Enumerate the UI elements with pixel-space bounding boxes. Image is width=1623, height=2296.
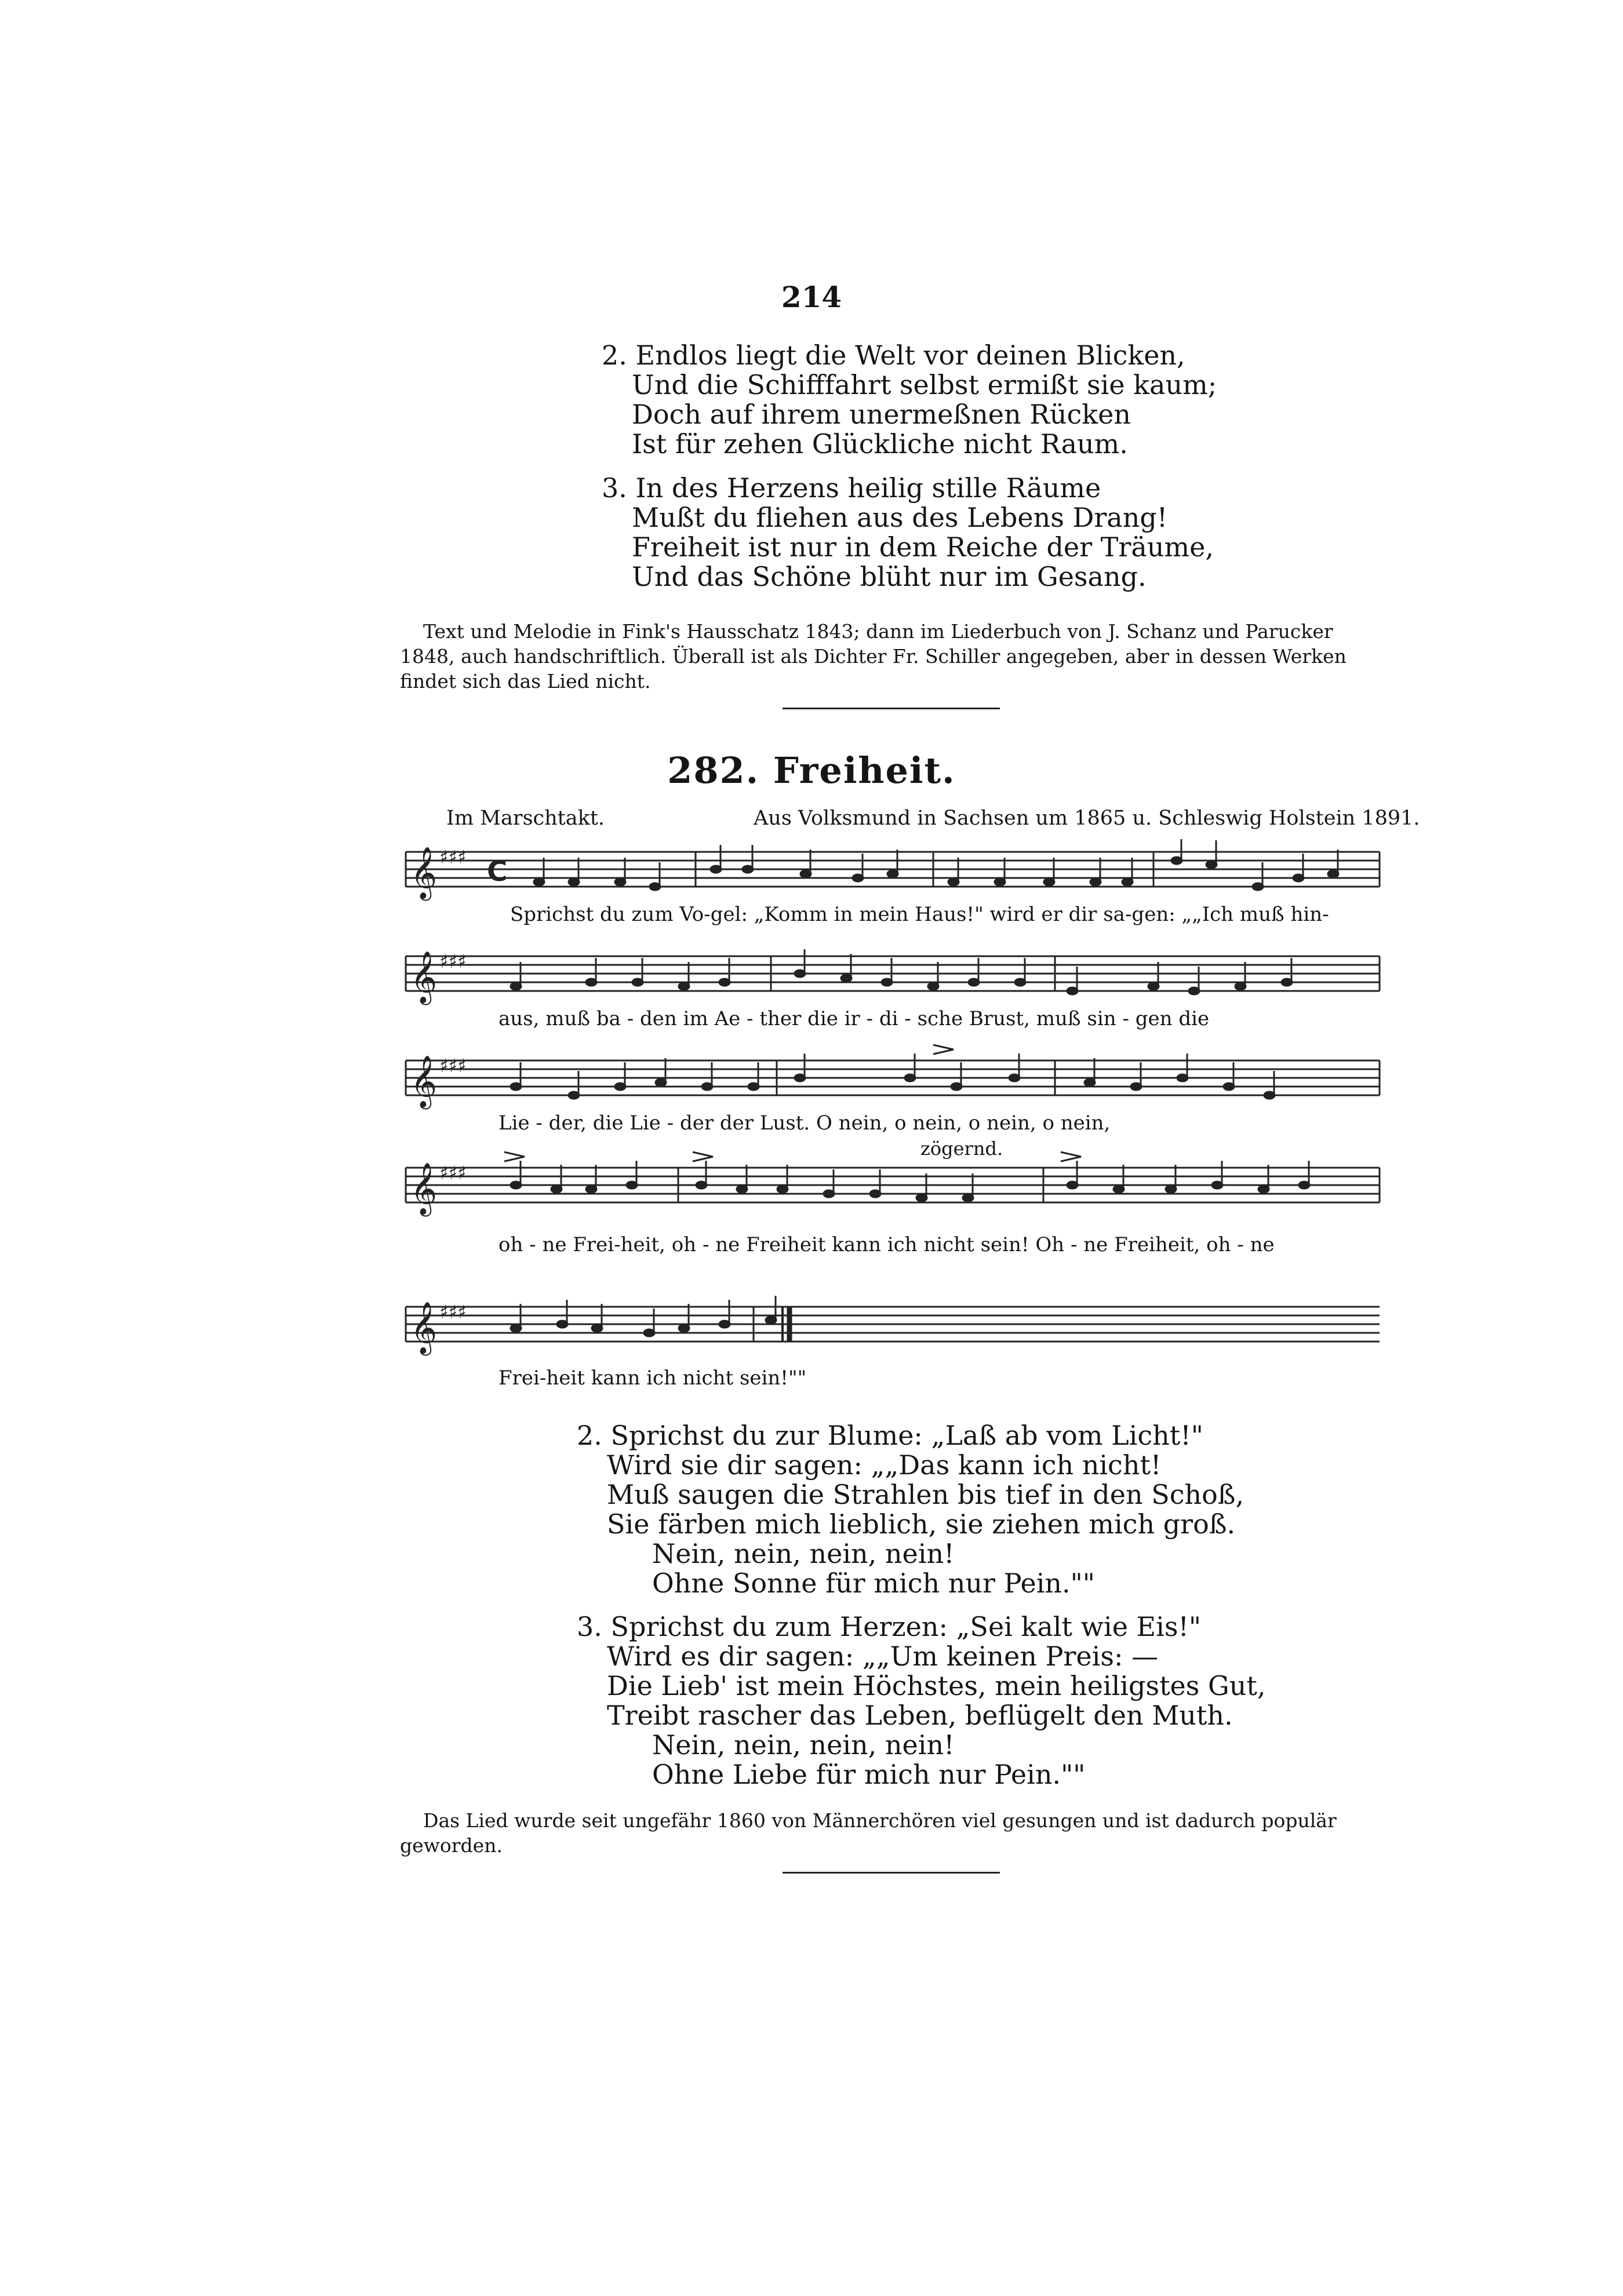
tempo-annotation: zögernd.	[920, 1138, 1003, 1160]
verse-line: 2. Sprichst du zur Blume: „Laß ab vom Licht!"	[577, 1420, 1203, 1451]
verse-line: Und das Schöne blüht nur im Gesang.	[632, 561, 1147, 592]
verse-line: Nein, nein, nein, nein!	[652, 1729, 955, 1761]
key-signature-icon: ♯♯♯	[439, 1162, 467, 1184]
note-line: 1848, auch handschriftlich. Überall ist als Dichter Fr. Schiller angegeben, aber in dessen Werken	[400, 645, 1347, 668]
verse-line: Muß saugen die Strahlen bis tief in den Schoß,	[607, 1479, 1244, 1510]
source-note-top	[400, 619, 1380, 694]
verse-line: 2. Endlos liegt die Welt vor deinen Blicken,	[602, 340, 1185, 371]
treble-clef-icon: 𝄞	[410, 1055, 438, 1107]
key-signature-icon: ♯♯♯	[439, 950, 467, 972]
lyrics-system-1: Sprichst du zum Vo-gel: „Komm in mein Haus!" wird er dir sa-gen: „„Ich muß hin-	[510, 903, 1329, 926]
staff-system-1	[406, 852, 1380, 887]
verse-block-bottom-2	[577, 1421, 1244, 1598]
lyrics-system-4: oh - ne Frei-heit, oh - ne Freiheit kann ich nicht sein! Oh - ne Freiheit, oh - ne	[498, 1233, 1275, 1256]
verse-line: Treibt rascher das Leben, beflügelt den Muth.	[607, 1700, 1233, 1731]
section-divider	[783, 708, 1000, 709]
key-signature-icon: ♯♯♯	[439, 1055, 467, 1077]
notes-system-1	[534, 839, 1338, 890]
lyrics-system-3: Lie - der, die Lie - der der Lust. O nein, o nein, o nein, o nein,	[498, 1111, 1111, 1135]
staff-system-5	[406, 1307, 1380, 1342]
note-line: findet sich das Lied nicht.	[400, 670, 651, 693]
common-time-icon: C	[487, 855, 508, 888]
note-line: Das Lied wurde seit ungefähr 1860 von Männerchören viel gesungen und ist dadurch populär	[423, 1809, 1337, 1832]
verse-line: Die Lieb' ist mein Höchstes, mein heiligstes Gut,	[607, 1670, 1266, 1701]
section-divider	[783, 1872, 1000, 1874]
staff-system-4	[406, 1168, 1380, 1202]
verse-line: Wird es dir sagen: „„Um keinen Preis: —	[607, 1641, 1159, 1672]
verse-line: 3. In des Herzens heilig stille Räume	[602, 472, 1101, 504]
staff-system-2	[406, 956, 1380, 991]
verse-line: Ohne Liebe für mich nur Pein.""	[652, 1759, 1086, 1790]
key-signature-icon: ♯♯♯	[439, 846, 467, 868]
verse-line: Ist für zehen Glückliche nicht Raum.	[632, 428, 1128, 460]
lyrics-system-5: Frei-heit kann ich nicht sein!""	[498, 1366, 807, 1390]
verse-line: Und die Schifffahrt selbst ermißt sie kaum;	[632, 369, 1217, 400]
page-number: 214	[781, 280, 842, 314]
verse-line: Ohne Sonne für mich nur Pein.""	[652, 1568, 1095, 1599]
verse-line: Mußt du fliehen aus des Lebens Drang!	[632, 502, 1168, 533]
verse-line: Freiheit ist nur in dem Reiche der Träume,	[632, 531, 1214, 563]
treble-clef-icon: 𝄞	[410, 951, 438, 1003]
verse-block-top-2	[602, 341, 1217, 459]
verse-block-top-3	[602, 473, 1214, 592]
treble-clef-icon: 𝄞	[410, 1162, 438, 1215]
song-source: Aus Volksmund in Sachsen um 1865 u. Schleswig Holstein 1891.	[754, 807, 1420, 830]
verse-line: Doch auf ihrem unermeßnen Rücken	[632, 399, 1131, 430]
treble-clef-icon: 𝄞	[410, 1302, 438, 1354]
note-line: geworden.	[400, 1834, 503, 1857]
verse-line: 3. Sprichst du zum Herzen: „Sei kalt wie Eis!"	[577, 1611, 1202, 1642]
source-note-bottom	[400, 1808, 1380, 1858]
treble-clef-icon: 𝄞	[410, 847, 438, 899]
note-line: Text und Melodie in Fink's Hausschatz 1843; dann im Liederbuch von J. Schanz und Parucker	[423, 620, 1333, 643]
verse-line: Sie färben mich lieblich, sie ziehen mich groß.	[607, 1508, 1236, 1540]
verse-line: Nein, nein, nein, nein!	[652, 1538, 955, 1569]
song-title: 282. Freiheit.	[667, 749, 956, 792]
verse-block-bottom-3	[577, 1612, 1265, 1790]
tempo-marking: Im Marschtakt.	[446, 807, 605, 830]
verse-line: Wird sie dir sagen: „„Das kann ich nicht!	[607, 1449, 1162, 1481]
key-signature-icon: ♯♯♯	[439, 1301, 467, 1323]
lyrics-system-2: aus, muß ba - den im Ae - ther die ir - di - sche Brust, muß sin - gen die	[498, 1007, 1210, 1030]
